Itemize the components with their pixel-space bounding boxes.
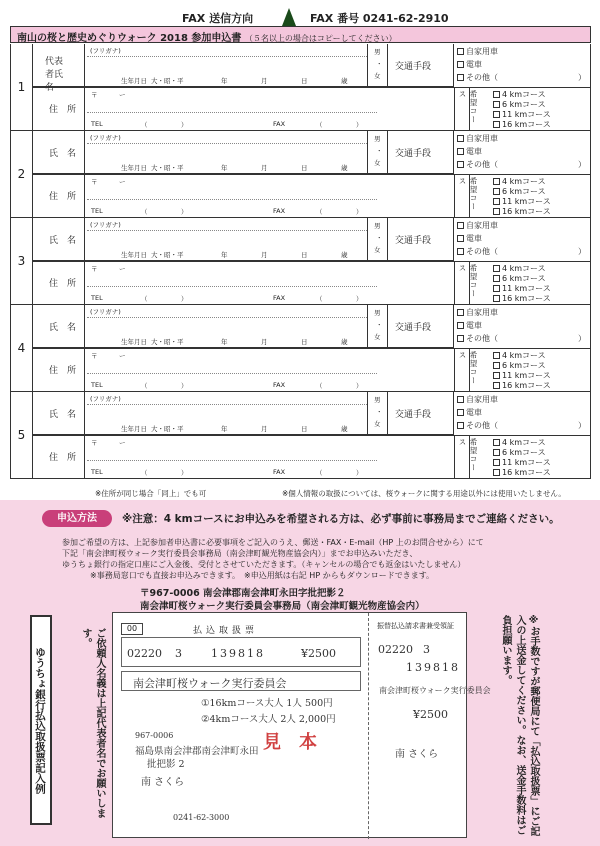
birth-label: 生年月日 (121, 338, 147, 346)
notice-4km: ※注意：4 kmコースにお申込みを希望される方は、必ず事前に事務局までご連絡ください。 (122, 513, 560, 525)
receipt-amount: ¥2500 (413, 708, 448, 721)
birth-label: 生年月日 (121, 251, 147, 259)
checkbox[interactable] (493, 295, 500, 302)
postal-mark: 〒 (91, 352, 98, 360)
tel-paren-close: ） (181, 121, 188, 129)
transport-car[interactable]: 自家用車 (457, 46, 498, 57)
transport-car[interactable]: 自家用車 (457, 133, 498, 144)
gender-male[interactable]: 男 (374, 222, 381, 230)
course-divider (454, 87, 455, 131)
checkbox[interactable] (457, 422, 464, 429)
course-16km[interactable]: 16 kmコース (493, 467, 551, 478)
yucho-label: ゆうちょ銀行払込取扱票記入例 (30, 615, 52, 825)
name-label: 代表者氏名 (45, 57, 64, 93)
year-label: 年 (221, 338, 228, 346)
tel-label: TEL (91, 207, 103, 215)
receipt-name: 南 さくら (395, 749, 439, 760)
postal-dash: ー (119, 91, 126, 99)
slip-zero-box: 00 (121, 623, 143, 635)
method-label: 申込方法 (42, 510, 112, 527)
course-6km[interactable]: 6 kmコース (493, 186, 546, 197)
checkbox[interactable] (457, 74, 464, 81)
age-label: 歳 (341, 164, 348, 172)
course-4km[interactable]: 4 kmコース (493, 437, 546, 448)
checkbox[interactable] (493, 459, 500, 466)
checkbox[interactable] (493, 198, 500, 205)
course-6km[interactable]: 6 kmコース (493, 99, 546, 110)
checkbox[interactable] (493, 111, 500, 118)
birth-label: 生年月日 (121, 425, 147, 433)
para-2: 下記「南会津町桜ウォーク実行委員会事務局（南会津町観光物産協会内）」までお申込みいただき、 (62, 549, 418, 558)
transport-train[interactable]: 電車 (457, 233, 482, 244)
fax-paren-close: ） (356, 382, 363, 390)
era-label: 大・昭・平 (151, 164, 184, 172)
transport-train[interactable]: 電車 (457, 407, 482, 418)
slip-account1: 02220 (127, 647, 162, 660)
checkbox[interactable] (493, 91, 500, 98)
postal-dash: ー (119, 265, 126, 273)
name-label: 氏 名 (49, 410, 77, 420)
tel-paren-open: （ (141, 208, 148, 216)
course-4km[interactable]: 4 kmコース (493, 350, 546, 361)
furigana-label: (フリガナ) (90, 47, 121, 55)
course-divider (454, 261, 455, 305)
day-label: 日 (301, 338, 308, 346)
course-16km[interactable]: 16 kmコース (493, 119, 551, 130)
checkbox[interactable] (457, 61, 464, 68)
checkbox[interactable] (493, 285, 500, 292)
receipt-account1: 02220 (378, 643, 413, 656)
para-3: ゆうちょ銀行の指定口座にご入金後、受付とさせていただきます。（キャンセルの場合でも返金はいたしません） (62, 560, 466, 569)
address-line (87, 112, 377, 113)
checkbox[interactable] (493, 121, 500, 128)
day-label: 日 (301, 425, 308, 433)
postal-mark: 〒 (91, 178, 98, 186)
form-title-bar (10, 26, 591, 43)
checkbox[interactable] (493, 362, 500, 369)
transport-train[interactable]: 電車 (457, 59, 482, 70)
entry-block (10, 131, 591, 218)
address-line (87, 286, 377, 287)
fax-label: FAX (273, 468, 286, 476)
course-divider-2 (469, 87, 470, 131)
furigana-line (87, 404, 367, 405)
slip-name: 南 さくら (141, 777, 185, 788)
fax-paren-open: （ (316, 295, 323, 303)
furigana-line (87, 143, 367, 144)
course-divider (454, 174, 455, 218)
course-4km[interactable]: 4 kmコース (493, 176, 546, 187)
address-line (87, 199, 377, 200)
postal-mark: 〒 (91, 91, 98, 99)
gender-dot: ・ (376, 408, 383, 416)
entry-block (10, 305, 591, 392)
furigana-line (87, 317, 367, 318)
row-divider (33, 261, 591, 262)
course-11km[interactable]: 11 kmコース (493, 370, 551, 381)
transport-label: 交通手段 (395, 236, 432, 246)
fax-header (0, 8, 600, 26)
transport-other[interactable]: その他（ ） (457, 159, 586, 170)
course-16km[interactable]: 16 kmコース (493, 206, 551, 217)
fax-paren-open: （ (316, 469, 323, 477)
checkbox[interactable] (457, 148, 464, 155)
course-11km[interactable]: 11 kmコース (493, 196, 551, 207)
checkbox[interactable] (493, 352, 500, 359)
course-divider-2 (469, 261, 470, 305)
course-divider-2 (469, 348, 470, 392)
slip-amount: ¥2500 (301, 647, 336, 660)
era-label: 大・昭・平 (151, 338, 184, 346)
course-6km[interactable]: 6 kmコース (493, 360, 546, 371)
arrow-up-icon (282, 8, 296, 26)
course-4km[interactable]: 4 kmコース (493, 263, 546, 274)
fax-paren-open: （ (316, 121, 323, 129)
postal-dash: ー (119, 178, 126, 186)
slip-phone: 0241-62-3000 (173, 813, 230, 822)
entry-number: 3 (11, 218, 33, 304)
furigana-label: (フリガナ) (90, 395, 121, 403)
checkbox[interactable] (493, 469, 500, 476)
right-note: ※お手数ですが郵便局にて「払込取扱票」にご記入の上送金してください。なお、送金手数料はご負担願います。 (500, 615, 539, 836)
tel-paren-close: ） (181, 469, 188, 477)
slip-account3: 139818 (211, 647, 265, 660)
birth-label: 生年月日 (121, 164, 147, 172)
month-label: 月 (261, 77, 268, 85)
course-label: 希望コース (458, 438, 478, 472)
furigana-label: (フリガナ) (90, 134, 121, 142)
entry-number: 5 (11, 392, 33, 478)
slip-payee: 南会津町桜ウォーク実行委員会 (133, 677, 287, 690)
tel-paren-open: （ (141, 469, 148, 477)
address-label: 住 所 (49, 453, 77, 463)
tel-label: TEL (91, 120, 103, 128)
course-11km[interactable]: 11 kmコース (493, 109, 551, 120)
gender-male[interactable]: 男 (374, 135, 381, 143)
checkbox[interactable] (493, 449, 500, 456)
course-6km[interactable]: 6 kmコース (493, 273, 546, 284)
transport-label: 交通手段 (395, 149, 432, 159)
era-label: 大・昭・平 (151, 425, 184, 433)
transport-other[interactable]: その他（ ） (457, 333, 586, 344)
postal-dash: ー (119, 439, 126, 447)
day-label: 日 (301, 77, 308, 85)
tel-paren-close: ） (181, 382, 188, 390)
transport-label: 交通手段 (395, 62, 432, 72)
checkbox[interactable] (457, 335, 464, 342)
entry-block (10, 218, 591, 305)
tel-paren-open: （ (141, 121, 148, 129)
entry-block (10, 392, 591, 479)
slip-account2: 3 (175, 647, 182, 660)
course-divider-2 (469, 174, 470, 218)
course-16km[interactable]: 16 kmコース (493, 380, 551, 391)
course-11km[interactable]: 11 kmコース (493, 283, 551, 294)
tel-paren-close: ） (181, 295, 188, 303)
age-label: 歳 (341, 338, 348, 346)
name-label: 氏 名 (49, 149, 77, 159)
checkbox[interactable] (493, 439, 500, 446)
transport-other[interactable]: その他（ ） (457, 420, 586, 431)
checkbox[interactable] (493, 372, 500, 379)
checkbox[interactable] (457, 235, 464, 242)
entry-number: 2 (11, 131, 33, 217)
tel-label: TEL (91, 468, 103, 476)
gender-female[interactable]: 女 (374, 72, 381, 80)
transport-train[interactable]: 電車 (457, 320, 482, 331)
slip-divider (368, 613, 369, 839)
checkbox[interactable] (457, 135, 464, 142)
course-label: 希望コース (458, 351, 478, 385)
address-line (87, 373, 377, 374)
postal-dash: ー (119, 352, 126, 360)
furigana-label: (フリガナ) (90, 308, 121, 316)
row-divider (33, 174, 591, 175)
course-4km[interactable]: 4 kmコース (493, 89, 546, 100)
checkbox[interactable] (457, 409, 464, 416)
gender-dot: ・ (376, 147, 383, 155)
checkbox[interactable] (457, 309, 464, 316)
address-label: 住 所 (49, 366, 77, 376)
year-label: 年 (221, 251, 228, 259)
transport-other[interactable]: その他（ ） (457, 246, 586, 257)
sample-stamp: 見 本 (263, 732, 317, 753)
address-line (87, 460, 377, 461)
gender-dot: ・ (376, 234, 383, 242)
month-label: 月 (261, 164, 268, 172)
gender-male[interactable]: 男 (374, 48, 381, 56)
furigana-line (87, 56, 367, 57)
office-name: 南会津町桜ウォーク実行委員会事務局（南会津町観光物産協会内） (140, 601, 425, 612)
payment-slip (112, 612, 491, 838)
fax-paren-open: （ (316, 208, 323, 216)
gender-dot: ・ (376, 321, 383, 329)
course-label: 希望コース (458, 264, 478, 298)
gender-male[interactable]: 男 (374, 309, 381, 317)
checkbox[interactable] (493, 275, 500, 282)
checkbox[interactable] (457, 322, 464, 329)
name-label: 氏 名 (49, 236, 77, 246)
fax-label: FAX (273, 294, 286, 302)
fax-paren-open: （ (316, 382, 323, 390)
fax-paren-close: ） (356, 295, 363, 303)
name-label: 氏 名 (49, 323, 77, 333)
slip-postal: 967-0006 (135, 731, 174, 740)
postal-mark: 〒 (91, 265, 98, 273)
row-divider (33, 435, 591, 436)
fax-label: FAX (273, 381, 286, 389)
receipt-payee: 南会津町桜ウォーク実行委員会 (379, 686, 491, 695)
para-4: ※事務局窓口でも直接お申込みできます。 ※申込用紙は右記 HP からもダウンロードできます。 (90, 571, 435, 580)
fax-label: FAX (273, 120, 286, 128)
age-label: 歳 (341, 77, 348, 85)
office-address: 〒967-0006 南会津郡南会津町永田字批把影２ (140, 588, 346, 599)
transport-other[interactable]: その他（ ） (457, 72, 586, 83)
gender-female[interactable]: 女 (374, 246, 381, 254)
row-divider (33, 348, 591, 349)
furigana-line (87, 230, 367, 231)
tel-paren-close: ） (181, 208, 188, 216)
checkbox[interactable] (493, 382, 500, 389)
day-label: 日 (301, 251, 308, 259)
fax-paren-close: ） (356, 469, 363, 477)
age-label: 歳 (341, 425, 348, 433)
gender-female[interactable]: 女 (374, 333, 381, 341)
course-divider (454, 348, 455, 392)
fax-paren-close: ） (356, 121, 363, 129)
transport-label: 交通手段 (395, 410, 432, 420)
left-note: ご依頼人名義は上記代表者名でお願いします。 (80, 628, 105, 818)
checkbox[interactable] (493, 101, 500, 108)
year-label: 年 (221, 425, 228, 433)
checkbox[interactable] (457, 161, 464, 168)
form-title: 南山の桜と歴史めぐりウォーク 2018 参加申込書 (17, 33, 242, 44)
note-privacy: ※個人情報の取扱については、桜ウォークに関する用途以外には使用いたしません。 (282, 489, 566, 498)
address-label: 住 所 (49, 279, 77, 289)
course-divider (454, 435, 455, 479)
tel-paren-open: （ (141, 295, 148, 303)
checkbox[interactable] (493, 178, 500, 185)
row-divider (33, 87, 591, 88)
era-label: 大・昭・平 (151, 251, 184, 259)
gender-male[interactable]: 男 (374, 396, 381, 404)
slip-line1: ①16kmコース大人 1人 500円 (201, 698, 333, 709)
transport-car[interactable]: 自家用車 (457, 307, 498, 318)
transport-car[interactable]: 自家用車 (457, 394, 498, 405)
month-label: 月 (261, 251, 268, 259)
tel-label: TEL (91, 381, 103, 389)
checkbox[interactable] (457, 396, 464, 403)
furigana-label: (フリガナ) (90, 221, 121, 229)
fax-paren-close: ） (356, 208, 363, 216)
gender-dot: ・ (376, 60, 383, 68)
checkbox[interactable] (457, 222, 464, 229)
year-label: 年 (221, 164, 228, 172)
slip-addr-b: 批把影 2 (147, 759, 185, 770)
course-divider-2 (469, 435, 470, 479)
tel-label: TEL (91, 294, 103, 302)
course-6km[interactable]: 6 kmコース (493, 447, 546, 458)
receipt-account3: 139818 (406, 661, 460, 674)
slip-line2: ②4kmコース大人 2人 2,000円 (201, 714, 336, 725)
course-label: 希望コース (458, 90, 478, 124)
year-label: 年 (221, 77, 228, 85)
entry-block (10, 44, 591, 131)
birth-label: 生年月日 (121, 77, 147, 85)
para-1: 参加ご希望の方は、上記参加者申込書に必要事項をご記入のうえ、郵送・FAX・E-mail（HP 上のお問合せから）にて (62, 538, 484, 547)
receipt-account2: 3 (423, 643, 430, 656)
slip-addr-a: 福島県南会津郡南会津町永田 (135, 746, 259, 757)
month-label: 月 (261, 338, 268, 346)
checkbox[interactable] (493, 188, 500, 195)
checkbox[interactable] (457, 48, 464, 55)
postal-mark: 〒 (91, 439, 98, 447)
slip-title: 払込取扱票 (193, 626, 259, 636)
transport-label: 交通手段 (395, 323, 432, 333)
form-title-note: （５名以上の場合はコピーしてください） (244, 34, 397, 43)
fax-label: FAX (273, 207, 286, 215)
receipt-title: 振替払込請求書兼受領証 (377, 622, 454, 630)
month-label: 月 (261, 425, 268, 433)
course-11km[interactable]: 11 kmコース (493, 457, 551, 468)
day-label: 日 (301, 164, 308, 172)
note-address: ※住所が同じ場合「同上」でも可 (95, 489, 207, 498)
era-label: 大・昭・平 (151, 77, 184, 85)
checkbox[interactable] (493, 265, 500, 272)
address-label: 住 所 (49, 192, 77, 202)
tel-paren-open: （ (141, 382, 148, 390)
course-label: 希望コース (458, 177, 478, 211)
course-16km[interactable]: 16 kmコース (493, 293, 551, 304)
age-label: 歳 (341, 251, 348, 259)
address-label: 住 所 (49, 105, 77, 115)
entry-number: 1 (11, 44, 33, 130)
fax-number: FAX 番号 0241-62-2910 (310, 12, 449, 25)
checkbox[interactable] (457, 248, 464, 255)
entry-number: 4 (11, 305, 33, 391)
gender-female[interactable]: 女 (374, 159, 381, 167)
gender-female[interactable]: 女 (374, 420, 381, 428)
checkbox[interactable] (493, 208, 500, 215)
transport-train[interactable]: 電車 (457, 146, 482, 157)
fax-direction: FAX 送信方向 (182, 12, 254, 25)
transport-car[interactable]: 自家用車 (457, 220, 498, 231)
